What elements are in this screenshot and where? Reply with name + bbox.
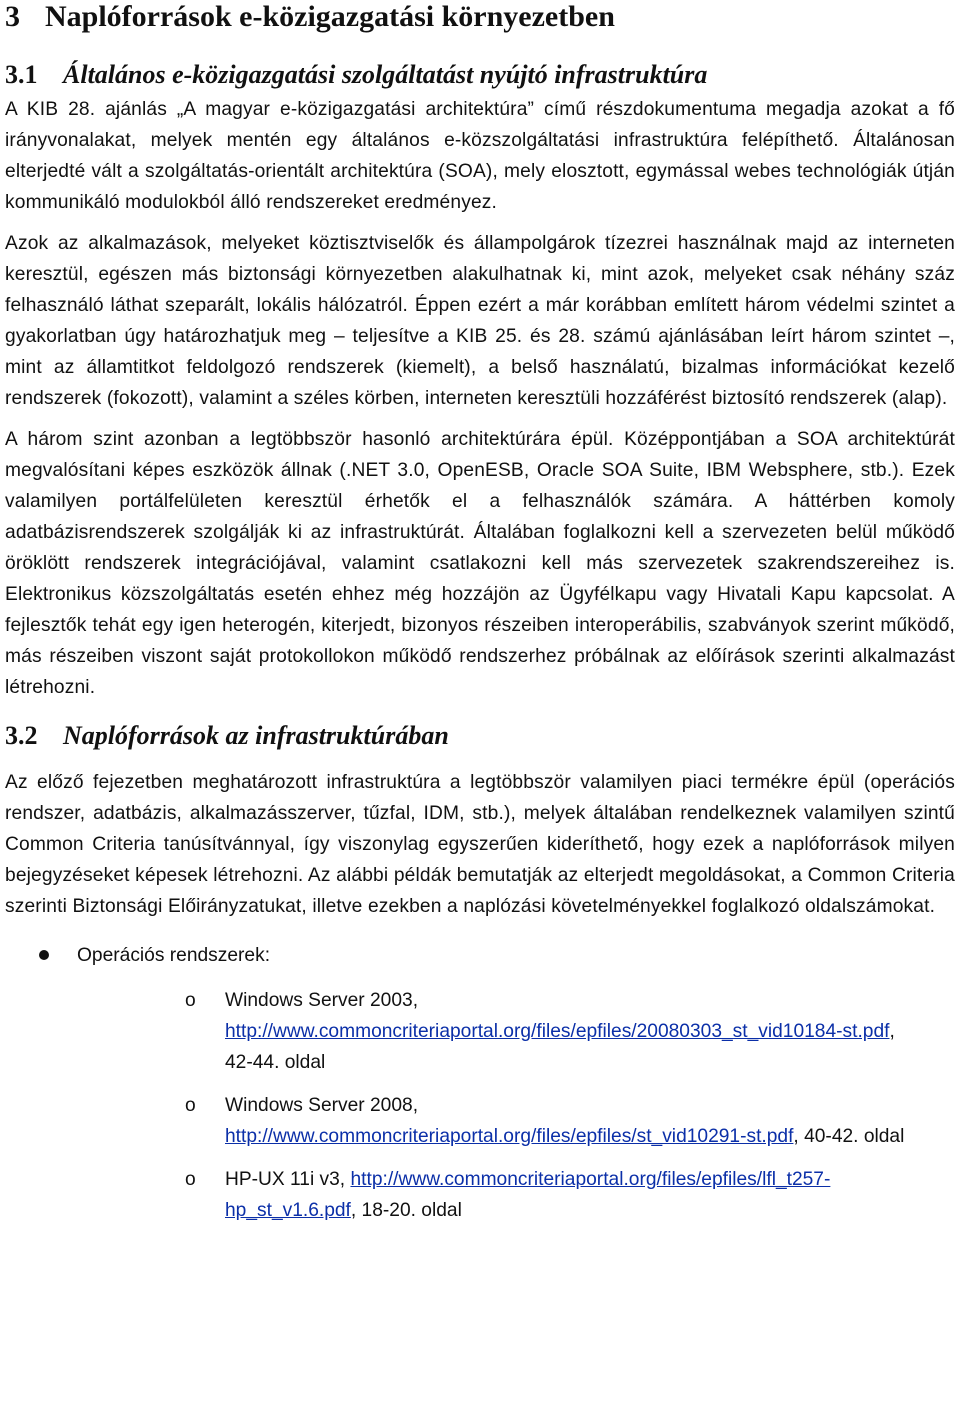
circle-bullet-icon: o — [185, 1169, 196, 1190]
sub-list — [77, 985, 955, 1226]
reference-link[interactable]: http://www.commoncriteriaportal.org/files/epfiles/lfl_t257-hp_st_v1.6.pdf — [225, 1169, 831, 1221]
circle-bullet-icon: o — [185, 1095, 196, 1116]
list-item — [5, 940, 955, 1226]
paragraph-architecture: A KIB 28. ajánlás „A magyar e-közigazgatási architektúra” című részdokumentuma megadja azokat a fő irányvonalakat, melyek mentén egy általános e-közszolgáltatási infrastruktúra felépíthető. Általánosan elterjedté vált a szolgáltatás-orientált architektúra (SOA), mely elosztott, egymással webes technológiák útján kommunikáló modulokból álló rendszereket eredményez. — [5, 99, 955, 213]
chapter-title: Naplóforrások e-közigazgatási környezetben — [45, 0, 615, 33]
section-number: 3.1 — [5, 60, 38, 89]
reference-link[interactable]: http://www.commoncriteriaportal.org/files/epfiles/20080303_st_vid10184-st.pdf — [225, 1021, 890, 1042]
sub-list-item — [77, 1164, 955, 1226]
document-page — [5, 0, 955, 1238]
chapter-heading — [5, 0, 955, 36]
section-heading-3-2 — [5, 721, 955, 767]
section-title: Naplóforrások az infrastruktúrában — [63, 721, 449, 750]
reference-link[interactable]: http://www.commoncriteriaportal.org/files/epfiles/st_vid10291-st.pdf — [225, 1126, 794, 1147]
sub-list-item — [77, 985, 955, 1078]
page-range: , 18-20. oldal — [350, 1200, 462, 1221]
paragraph-log-sources: Az előző fejezetben meghatározott infrastruktúra a legtöbbször valamilyen piaci termékre épül (operációs rendszer, adatbázis, alkalmazásszerver, tűzfal, IDM, stb.), melyek általában rendelkeznek valamilyen szintű Common Criteria tanúsítvánnyal, így viszonylag egyszerűen kideríthető, hogy ezek a naplóforrások milyen bejegyzéseket képesek létrehozni. Az alábbi példák bemutatják az elterjedt megoldásokat, a Common Criteria szerinti Biztonsági Előirányzatukat, illetve ezekben a naplózási követelményekkel foglalkozó oldalszámokat. — [5, 772, 955, 917]
section-heading-3-1 — [5, 60, 955, 94]
bullet-label: Operációs rendszerek: — [77, 945, 271, 966]
chapter-number: 3 — [5, 0, 20, 33]
bullet-icon — [39, 950, 49, 960]
page-range: , 40-42. oldal — [793, 1126, 905, 1147]
os-name: Windows Server 2003, — [225, 990, 419, 1011]
section-title: Általános e-közigazgatási szolgáltatást nyújtó infrastruktúra — [63, 60, 708, 89]
os-name: Windows Server 2008, — [225, 1095, 419, 1116]
section-number: 3.2 — [5, 721, 38, 750]
paragraph-soa-infrastructure: A három szint azonban a legtöbbször hasonló architektúrára épül. Középpontjában a SOA architektúrát megvalósítani képes eszközök állnak (.NET 3.0, OpenESB, Oracle SOA Suite, IBM Websphere, stb.). Ezek valamilyen portálfelületen keresztül érhetők el a felhasználók számára. A háttérben komoly adatbázisrendszerek szolgálják ki az infrastruktúrát. Általában foglalkozni kell a szervezeten belül működő öröklött rendszerek integrációjával, valamint csatlakozni kell más szervezetek szakrendszereihez is. Elektronikus közszolgáltatás esetén ehhez még hozzájön az Ügyfélkapu vagy Hivatali Kapu kapcsolat. A fejlesztők tehát egy igen heterogén, kiterjedt, bizonyos részeiben interoperábilis, szabványok szerint működő, más részeiben viszont saját protokollokon működő rendszerhez próbálnak az előírások szerinti alkalmazást létrehozni. — [5, 429, 955, 698]
circle-bullet-icon: o — [185, 990, 196, 1011]
paragraph-security-levels: Azok az alkalmazások, melyeket köztisztviselők és állampolgárok tízezrei használnak majd az interneten keresztül, egészen más biztonsági környezetben alakulhatnak ki, mint azok, melyeket csak néhány száz felhasználó láthat szeparált, lokális hálózatról. Éppen ezért a már korábban említett három védelmi szintet a gyakorlatban úgy határozhatjuk meg – teljesítve a KIB 25. és 28. számú ajánlásában leírt három szintet –, mint az államtitkot feldolgozó rendszerek (kiemelt), a belső használatú, bizalmas információkat kezelő rendszerek (fokozott), valamint a széles körben, interneten keresztüli hozzáférést biztosító rendszerek (alap). — [5, 233, 955, 409]
bullet-list — [5, 940, 955, 1226]
os-name: HP-UX 11i v3, — [225, 1169, 346, 1190]
sub-list-item — [77, 1090, 955, 1152]
page-range: , 42-44. oldal — [225, 1021, 895, 1073]
